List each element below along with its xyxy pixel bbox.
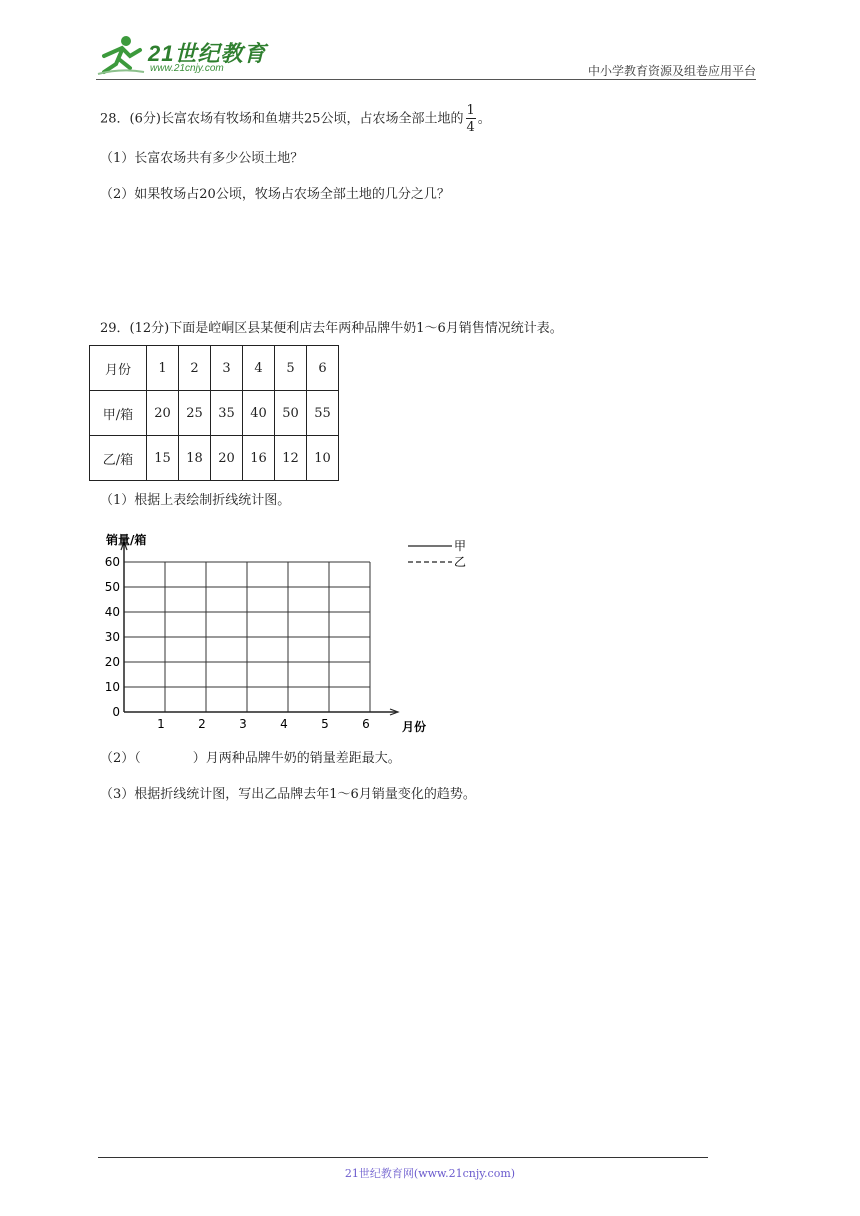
q29-sub1: （1）根据上表绘制折线统计图。 bbox=[100, 493, 291, 508]
table-cell: 月份 bbox=[90, 346, 147, 391]
fraction bbox=[466, 104, 476, 134]
table-cell: 乙/箱 bbox=[90, 436, 147, 481]
table-cell: 15 bbox=[147, 436, 179, 481]
y-tick-label: 20 bbox=[104, 655, 120, 669]
table-row bbox=[90, 391, 339, 436]
q29-sub3: （3）根据折线统计图，写出乙品牌去年1～6月销量变化的趋势。 bbox=[100, 787, 476, 802]
y-tick-label: 40 bbox=[104, 605, 120, 619]
legend-label: 乙 bbox=[454, 555, 467, 569]
chart-axes bbox=[121, 542, 398, 715]
y-axis-label: 销量/箱 bbox=[106, 533, 147, 547]
table-cell: 12 bbox=[275, 436, 307, 481]
q28-sub1: （1）长富农场共有多少公顷土地？ bbox=[100, 151, 304, 166]
logo-text: 21世纪教育 bbox=[148, 41, 267, 66]
y-tick-label: 30 bbox=[104, 630, 120, 644]
table-cell: 20 bbox=[211, 436, 243, 481]
table-cell: 10 bbox=[307, 436, 339, 481]
table-cell: 40 bbox=[243, 391, 275, 436]
y-tick-label: 50 bbox=[104, 580, 120, 594]
table-row bbox=[90, 436, 339, 481]
x-tick-label: 3 bbox=[239, 717, 247, 731]
y-tick-label: 60 bbox=[104, 555, 120, 569]
header-platform-text: 中小学教育资源及组卷应用平台 bbox=[587, 64, 756, 78]
x-tick-labels bbox=[157, 717, 370, 731]
sales-table bbox=[89, 345, 339, 481]
header-divider bbox=[96, 79, 756, 80]
blank-line-chart bbox=[96, 524, 476, 738]
q28-stem-prefix: 28．(6分)长富农场有牧场和鱼塘共25公顷，占农场全部土地的 bbox=[100, 111, 464, 127]
x-axis-label: 月份 bbox=[402, 720, 427, 734]
table-cell: 甲/箱 bbox=[90, 391, 147, 436]
table-cell: 16 bbox=[243, 436, 275, 481]
table-cell: 5 bbox=[275, 346, 307, 391]
q28-stem-suffix: 。 bbox=[477, 111, 491, 127]
table-cell: 25 bbox=[179, 391, 211, 436]
q28-stem bbox=[100, 104, 491, 134]
y-tick-labels bbox=[105, 555, 120, 719]
logo bbox=[96, 34, 146, 76]
table-cell: 35 bbox=[211, 391, 243, 436]
table-cell: 6 bbox=[307, 346, 339, 391]
table-cell: 50 bbox=[275, 391, 307, 436]
table-cell: 18 bbox=[179, 436, 211, 481]
y-tick-label: 0 bbox=[112, 705, 120, 719]
footer-text: 21世纪教育网(www.21cnjy.com) bbox=[344, 1167, 516, 1180]
table-cell: 55 bbox=[307, 391, 339, 436]
table-cell: 3 bbox=[211, 346, 243, 391]
chart-legend bbox=[408, 539, 466, 569]
fraction-numerator: 1 bbox=[466, 103, 475, 118]
table-cell: 1 bbox=[147, 346, 179, 391]
x-tick-label: 6 bbox=[362, 717, 370, 731]
x-tick-label: 1 bbox=[157, 717, 165, 731]
y-tick-label: 10 bbox=[104, 680, 120, 694]
x-tick-label: 5 bbox=[321, 717, 329, 731]
runner-logo-icon bbox=[96, 34, 146, 76]
legend-label: 甲 bbox=[454, 539, 467, 553]
table-row bbox=[90, 346, 339, 391]
q29-sub2: （2）（ ）月两种品牌牛奶的销量差距最大。 bbox=[100, 751, 401, 766]
x-tick-label: 4 bbox=[280, 717, 288, 731]
chart-grid bbox=[124, 562, 370, 712]
table-cell: 2 bbox=[179, 346, 211, 391]
fraction-denominator: 4 bbox=[466, 120, 475, 135]
footer-divider bbox=[98, 1157, 708, 1158]
logo-url: www.21cnjy.com bbox=[150, 63, 224, 74]
table-cell: 20 bbox=[147, 391, 179, 436]
q28-sub2: （2）如果牧场占20公顷，牧场占农场全部土地的几分之几？ bbox=[100, 187, 450, 202]
x-tick-label: 2 bbox=[198, 717, 206, 731]
table-cell: 4 bbox=[243, 346, 275, 391]
q29-stem: 29．(12分)下面是崆峒区县某便利店去年两种品牌牛奶1～6月销售情况统计表。 bbox=[100, 321, 563, 336]
